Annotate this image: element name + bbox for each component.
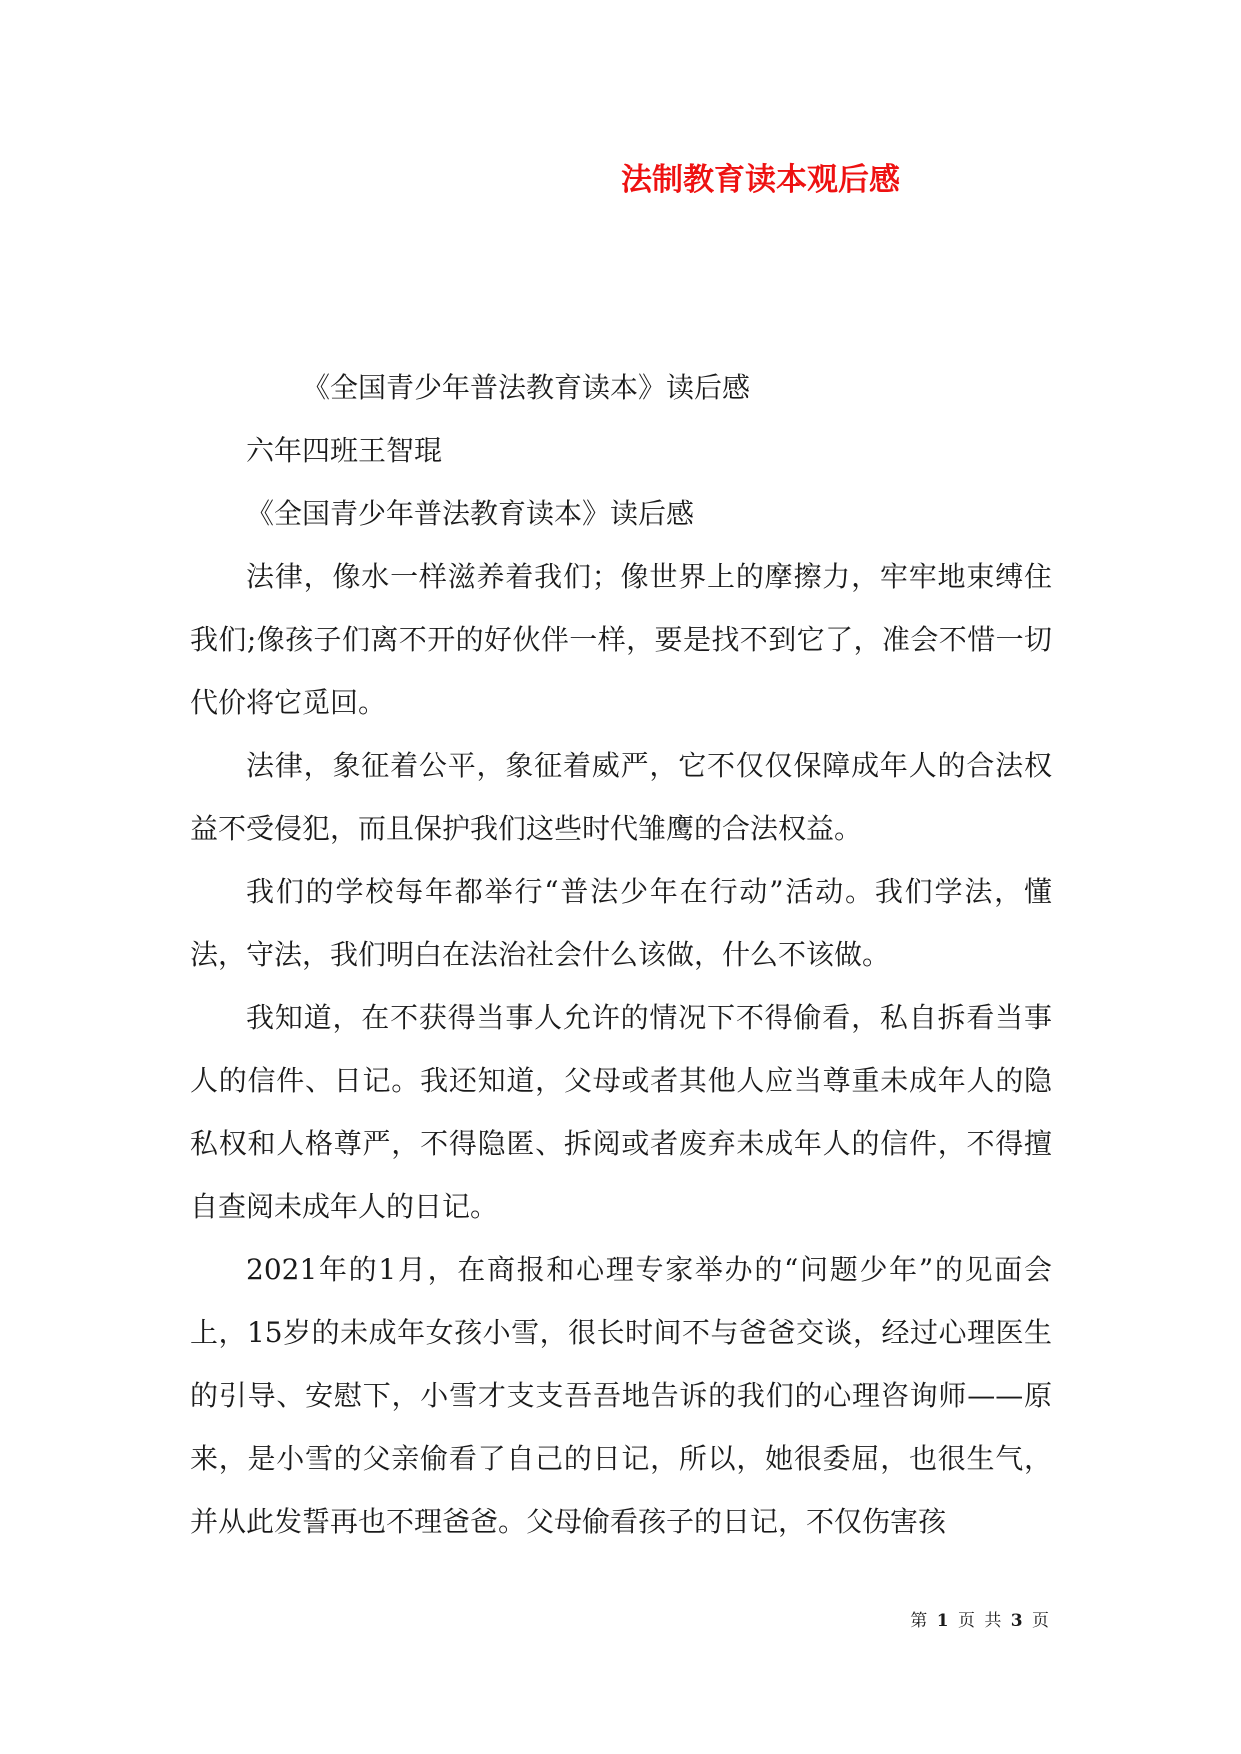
page-number bbox=[910, 1606, 1051, 1631]
page-title: 法制教育读本观后感 bbox=[621, 162, 900, 198]
page-prefix: 第 bbox=[910, 1611, 930, 1631]
paragraph-heading: 《全国青少年普法教育读本》读后感 bbox=[302, 371, 751, 404]
page-suffix: 页 bbox=[1032, 1611, 1051, 1631]
paragraph-heading-repeat: 《全国青少年普法教育读本》读后感 bbox=[246, 497, 695, 530]
document-body bbox=[190, 356, 1052, 1553]
paragraph: 2021年的1月，在商报和心理专家举办的“问题少年”的见面会上，15岁的未成年女孩小雪，很长时间不与爸爸交谈，经过心理医生的引导、安慰下，小雪才支支吾吾地告诉的我们的心理咨询师——原来，是小雪的父亲偷看了自己的日记，所以，她很委屈，也很生气，并从此发誓再也不理爸爸。父母偷看孩子的日记，不仅伤害孩 bbox=[190, 1253, 1052, 1538]
paragraph: 我们的学校每年都举行“普法少年在行动”活动。我们学法，懂法，守法，我们明白在法治社会什么该做，什么不该做。 bbox=[190, 875, 1052, 971]
paragraph-author: 六年四班王智琨 bbox=[246, 434, 443, 467]
page-total: 3 bbox=[1010, 1611, 1025, 1631]
paragraph: 法律，像水一样滋养着我们；像世界上的摩擦力，牢牢地束缚住我们;像孩子们离不开的好伙伴一样，要是找不到它了，准会不惜一切代价将它觅回。 bbox=[190, 560, 1052, 719]
paragraph: 法律，象征着公平，象征着威严，它不仅仅保障成年人的合法权益不受侵犯，而且保护我们这些时代雏鹰的合法权益。 bbox=[190, 749, 1052, 845]
page-mid: 页 共 bbox=[957, 1611, 1004, 1631]
page-current: 1 bbox=[936, 1611, 951, 1631]
paragraph: 我知道，在不获得当事人允许的情况下不得偷看，私自拆看当事人的信件、日记。我还知道，父母或者其他人应当尊重未成年人的隐私权和人格尊严，不得隐匿、拆阅或者废弃未成年人的信件，不得擅自查阅未成年人的日记。 bbox=[190, 1001, 1052, 1223]
